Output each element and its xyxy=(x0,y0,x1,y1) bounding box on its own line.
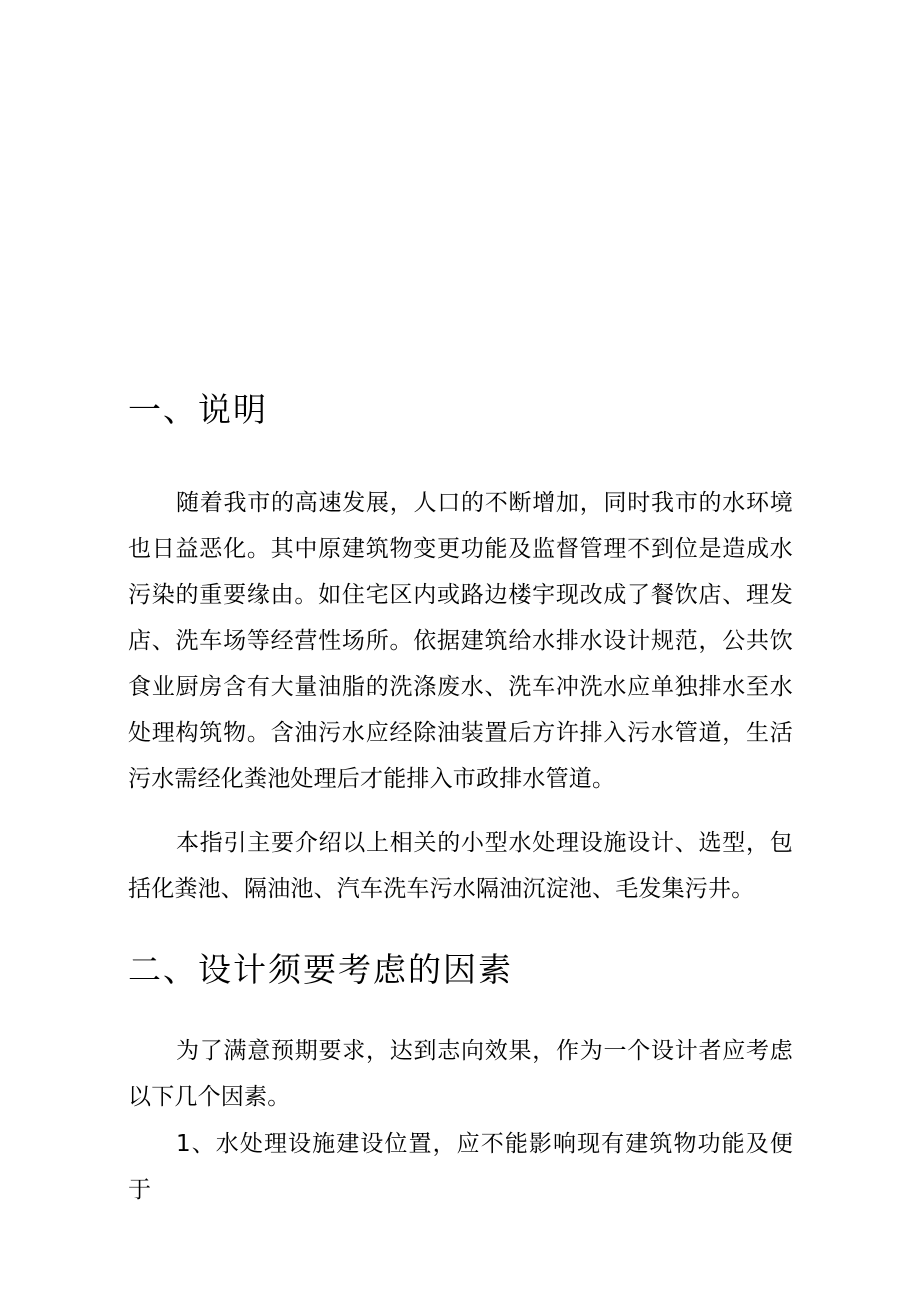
section-2-heading: 二、设计须要考虑的因素 xyxy=(128,950,513,989)
section-2-paragraph-1: 为了满意预期要求，达到志向效果，作为一个设计者应考虑以下几个因素。 xyxy=(128,1038,793,1110)
section-1-paragraph-1: 随着我市的高速发展，人口的不断增加，同时我市的水环境也日益恶化。其中原建筑物变更功能及监督管理不到位是造成水污染的重要缘由。如住宅区内或路边楼宇现改成了餐饮店、理发店、洗车场等经营性场所。依据建筑给水排水设计规范，公共饮食业厨房含有大量油脂的洗涤废水、洗车冲洗水应单独排水至水处理构筑物。含油污水应经除油装置后方许排入污水管道，生活污水需经化粪池处理后才能排入市政排水管道。 xyxy=(128,490,793,792)
section-1-heading: 一、说明 xyxy=(128,390,268,429)
section-1-paragraph-2: 本指引主要介绍以上相关的小型水处理设施设计、选型，包括化粪池、隔油池、汽车洗车污水隔油沉淀池、毛发集污井。 xyxy=(128,830,793,902)
section-2-paragraph-2: 1、水处理设施建设位置，应不能影响现有建筑物功能及便于 xyxy=(128,1131,793,1203)
